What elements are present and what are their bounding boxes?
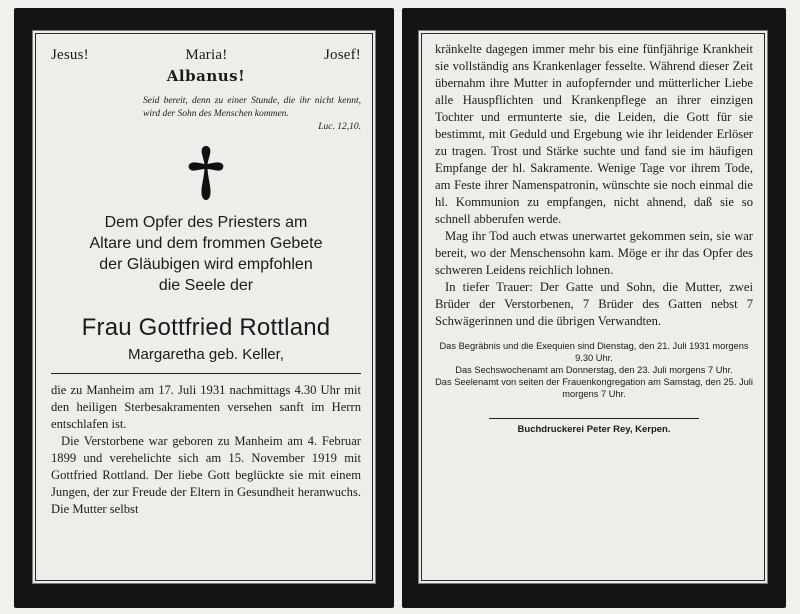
divider	[51, 373, 361, 374]
bible-verse: Seid bereit, denn zu einer Stunde, die ihr nicht kennt, wird der Sohn des Menschen kommen.	[143, 96, 361, 119]
offering-line: die Seele der	[158, 277, 254, 294]
six-week-mass-notice: Das Sechswochenamt am Donnerstag, den 23. Juli morgens 7 Uhr.	[455, 365, 733, 375]
offering-text	[51, 212, 361, 296]
offering-line: der Gläubigen wird empfohlen	[99, 256, 313, 273]
holy-names	[51, 47, 361, 64]
name-jesus: Jesus!	[51, 47, 89, 63]
biography-text	[51, 382, 361, 518]
left-page-border	[14, 8, 394, 608]
continuation-text	[435, 41, 753, 330]
paragraph: die zu Manheim am 17. Juli 1931 nachmittags 4.30 Uhr mit den heiligen Sterbesakramenten versehen sanft im Herrn entschlafen ist.	[51, 383, 361, 431]
service-notices	[435, 340, 753, 400]
cross-icon	[51, 144, 361, 202]
right-page-border	[402, 8, 786, 608]
deceased-name: Frau Gottfried Rottland	[81, 314, 331, 341]
saint-name: Albanus!	[166, 67, 246, 85]
right-page-content	[435, 41, 753, 435]
left-page-content	[51, 47, 361, 518]
paragraph: Mag ihr Tod auch etwas unerwartet gekommen sein, sie war bereit, wo der Menschensohn kam. Möge er ihr das Opfer des schweren Leidens reichlich lohnen.	[435, 229, 753, 277]
printer-imprint: Buchdruckerei Peter Rey, Kerpen.	[489, 418, 699, 435]
paragraph: In tiefer Trauer: Der Gatte und Sohn, die Mutter, zwei Brüder der Verstorbenen, 7 Brüder des Gatten nebst 7 Schwägerinnen und die übrigen Verwandten.	[435, 280, 753, 328]
funeral-notice: Das Begräbnis und die Exequien sind Dienstag, den 21. Juli 1931 morgens 9.30 Uhr.	[439, 341, 749, 363]
name-maria: Maria!	[185, 47, 228, 63]
verse-reference: Luc. 12,10.	[318, 122, 361, 132]
requiem-notice: Das Seelenamt von seiten der Frauenkongregation am Samstag, den 25. Juli morgens 7 Uhr.	[435, 377, 753, 399]
right-page	[418, 30, 768, 584]
offering-line: Dem Opfer des Priesters am	[104, 214, 308, 231]
paragraph: Die Verstorbene war geboren zu Manheim am 4. Februar 1899 und verehelichte sich am 15. November 1919 mit Gottfried Rottland. Der liebe Gott beglückte sie mit einem Jungen, der zur Freude der Eltern in Gesundheit heranwuchs. Die Mutter selbst	[51, 434, 361, 516]
paragraph: kränkelte dagegen immer mehr bis eine fünfjährige Krankheit sie vollständig ans Krankenlager fesselte. Während dieser Zeit übernahm ihre Mutter in aufopfernder und mütterlicher Liebe alle Hauspflichten und Krankenpflege an ihrer einzigen Tochter und ermunterte sie, die Leiden, die Gott für sie bestimmt, mit Geduld und Ergebung wie ihr leidender Erlöser zu tragen. Trost und Stärke suchte und fand sie im häufigen Empfange der hl. Sakramente. Wenige Tage vor ihrem Tode, am Feste ihrer Namenspatronin, wünschte sie noch einmal die hl. Kommunion zu empfangen, nicht ahnend, daß sie so schnell abberufen werde.	[435, 42, 753, 226]
maiden-name: Margaretha geb. Keller,	[128, 346, 284, 363]
name-josef: Josef!	[323, 47, 361, 63]
left-page	[32, 30, 376, 584]
offering-line: Altare und dem frommen Gebete	[89, 235, 323, 252]
